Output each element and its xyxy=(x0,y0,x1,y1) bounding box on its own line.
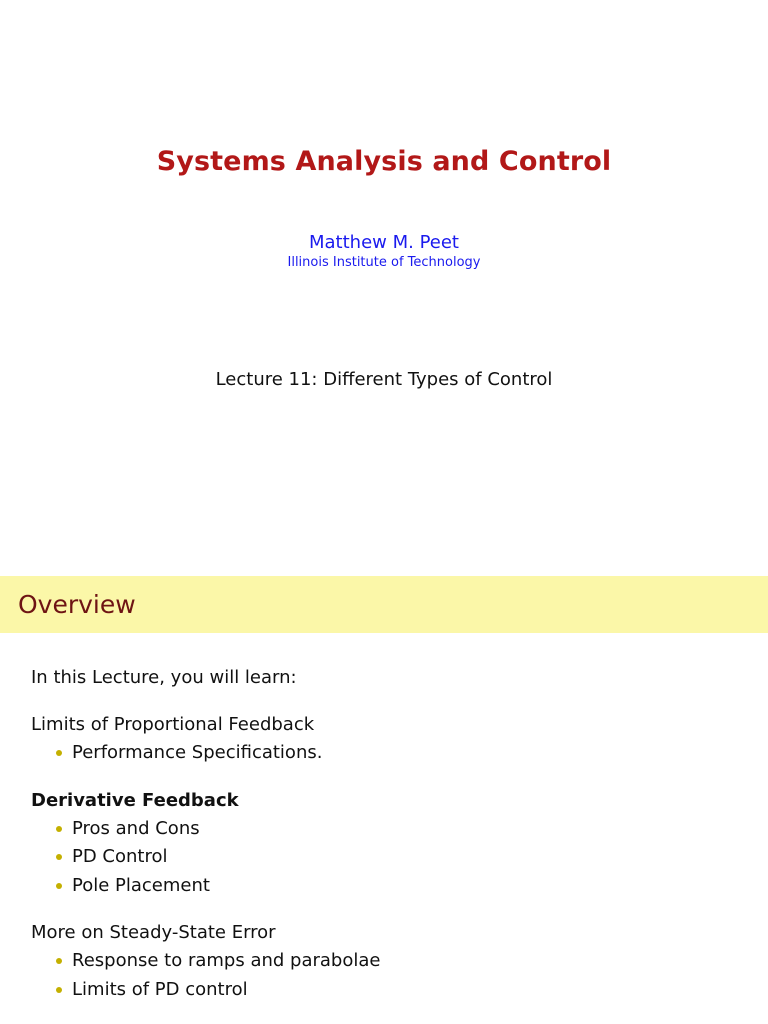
bullet-text: Response to ramps and parabolae xyxy=(72,950,381,971)
frame-title: Overview xyxy=(18,590,136,619)
author-institute: Illinois Institute of Technology xyxy=(287,255,481,270)
section-heading: More on Steady-State Error xyxy=(31,922,276,943)
bullet-icon xyxy=(56,826,62,832)
bullet-icon xyxy=(56,958,62,964)
presentation-title: Systems Analysis and Control xyxy=(156,146,612,177)
bullet-text: Pros and Cons xyxy=(72,817,200,839)
bullet-text: PD Control xyxy=(72,846,168,867)
bullet-item xyxy=(31,739,751,768)
bullet-list xyxy=(31,815,751,901)
bullet-item xyxy=(31,872,751,901)
section-steady-state-error xyxy=(31,919,751,1004)
bullet-item xyxy=(31,947,751,976)
section-derivative-feedback xyxy=(31,787,751,901)
bullet-icon xyxy=(56,987,62,993)
frame-title-bar xyxy=(0,576,768,633)
bullet-item xyxy=(31,843,751,872)
intro-text: In this Lecture, you will learn: xyxy=(31,667,297,688)
bullet-icon xyxy=(56,750,62,756)
bullet-icon xyxy=(56,883,62,889)
bullet-text: Limits of PD control xyxy=(72,978,248,1000)
bullet-list xyxy=(31,947,751,1004)
slide-content xyxy=(31,664,751,1004)
bullet-item xyxy=(31,815,751,844)
section-limits-of-proportional-feedback xyxy=(31,711,751,768)
bullet-item xyxy=(31,976,751,1005)
bullet-text: Performance Specifications. xyxy=(72,742,323,763)
overview-slide xyxy=(0,576,768,1024)
bullet-list xyxy=(31,739,751,768)
section-heading: Limits of Proportional Feedback xyxy=(31,714,315,735)
lecture-title: Lecture 11: Different Types of Control xyxy=(215,369,553,390)
bullet-text: Pole Placement xyxy=(72,874,210,896)
bullet-icon xyxy=(56,854,62,860)
section-heading: Derivative Feedback xyxy=(31,789,239,811)
author-name: Matthew M. Peet xyxy=(309,232,459,253)
